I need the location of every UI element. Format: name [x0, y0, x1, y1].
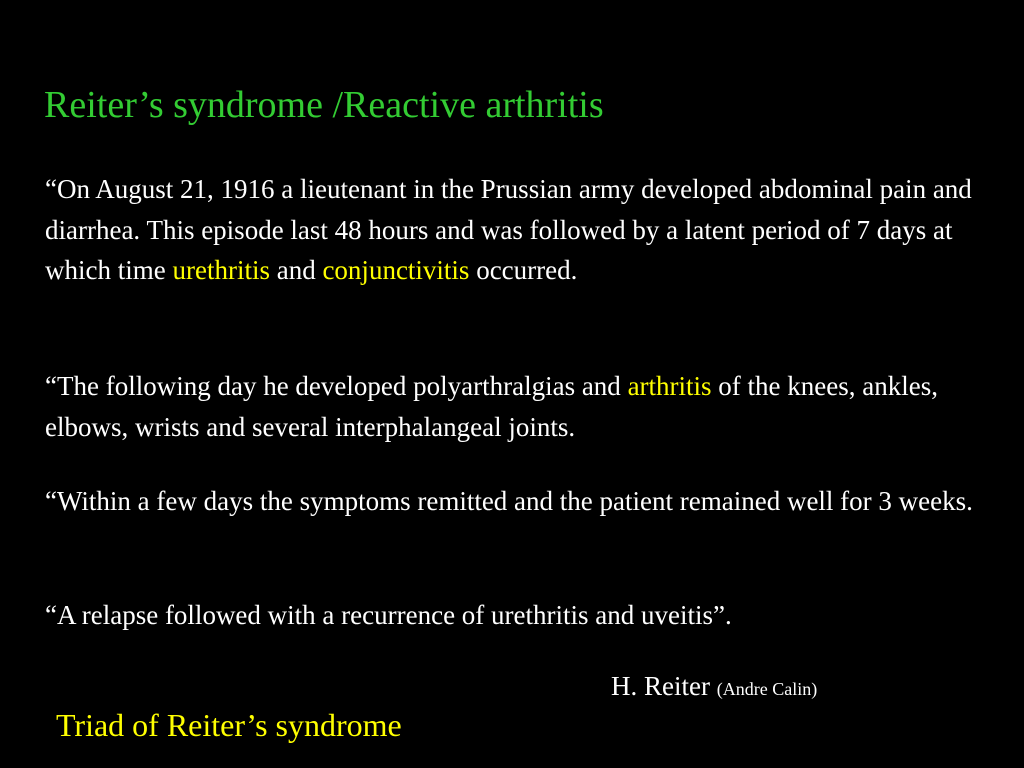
- paragraph-remission: “Within a few days the symptoms remitted and the patient remained well for 3 weeks.: [45, 486, 973, 516]
- paragraph-history-onset: [45, 169, 1005, 291]
- highlight-arthritis: arthritis: [627, 371, 712, 401]
- paragraph-arthritis: [45, 366, 1005, 447]
- paragraph-text: and: [269, 255, 323, 285]
- footer-triad: Triad of Reiter’s syndrome: [56, 707, 402, 743]
- highlight-conjunctivitis: conjunctivitis: [322, 255, 470, 285]
- attribution-author: H. Reiter: [611, 671, 710, 701]
- paragraph-text: “The following day he developed polyarthralgias and: [45, 371, 628, 401]
- paragraph-relapse: “A relapse followed with a recurrence of urethritis and uveitis”.: [45, 600, 732, 630]
- highlight-urethritis: urethritis: [172, 255, 270, 285]
- slide-title: Reiter’s syndrome /Reactive arthritis: [44, 84, 604, 126]
- attribution-source: (Andre Calin): [716, 679, 818, 699]
- paragraph-text: of the knees, ankles, elbows, wrists and several interphalangeal joints.: [45, 371, 938, 442]
- paragraph-text: “On August 21, 1916 a lieutenant in the Prussian army developed abdominal pain and diarrhea. This episode last 48 hours and was followed by a latent period of 7 days at which time: [45, 174, 972, 285]
- paragraph-text: occurred.: [469, 255, 578, 285]
- attribution: [611, 666, 817, 709]
